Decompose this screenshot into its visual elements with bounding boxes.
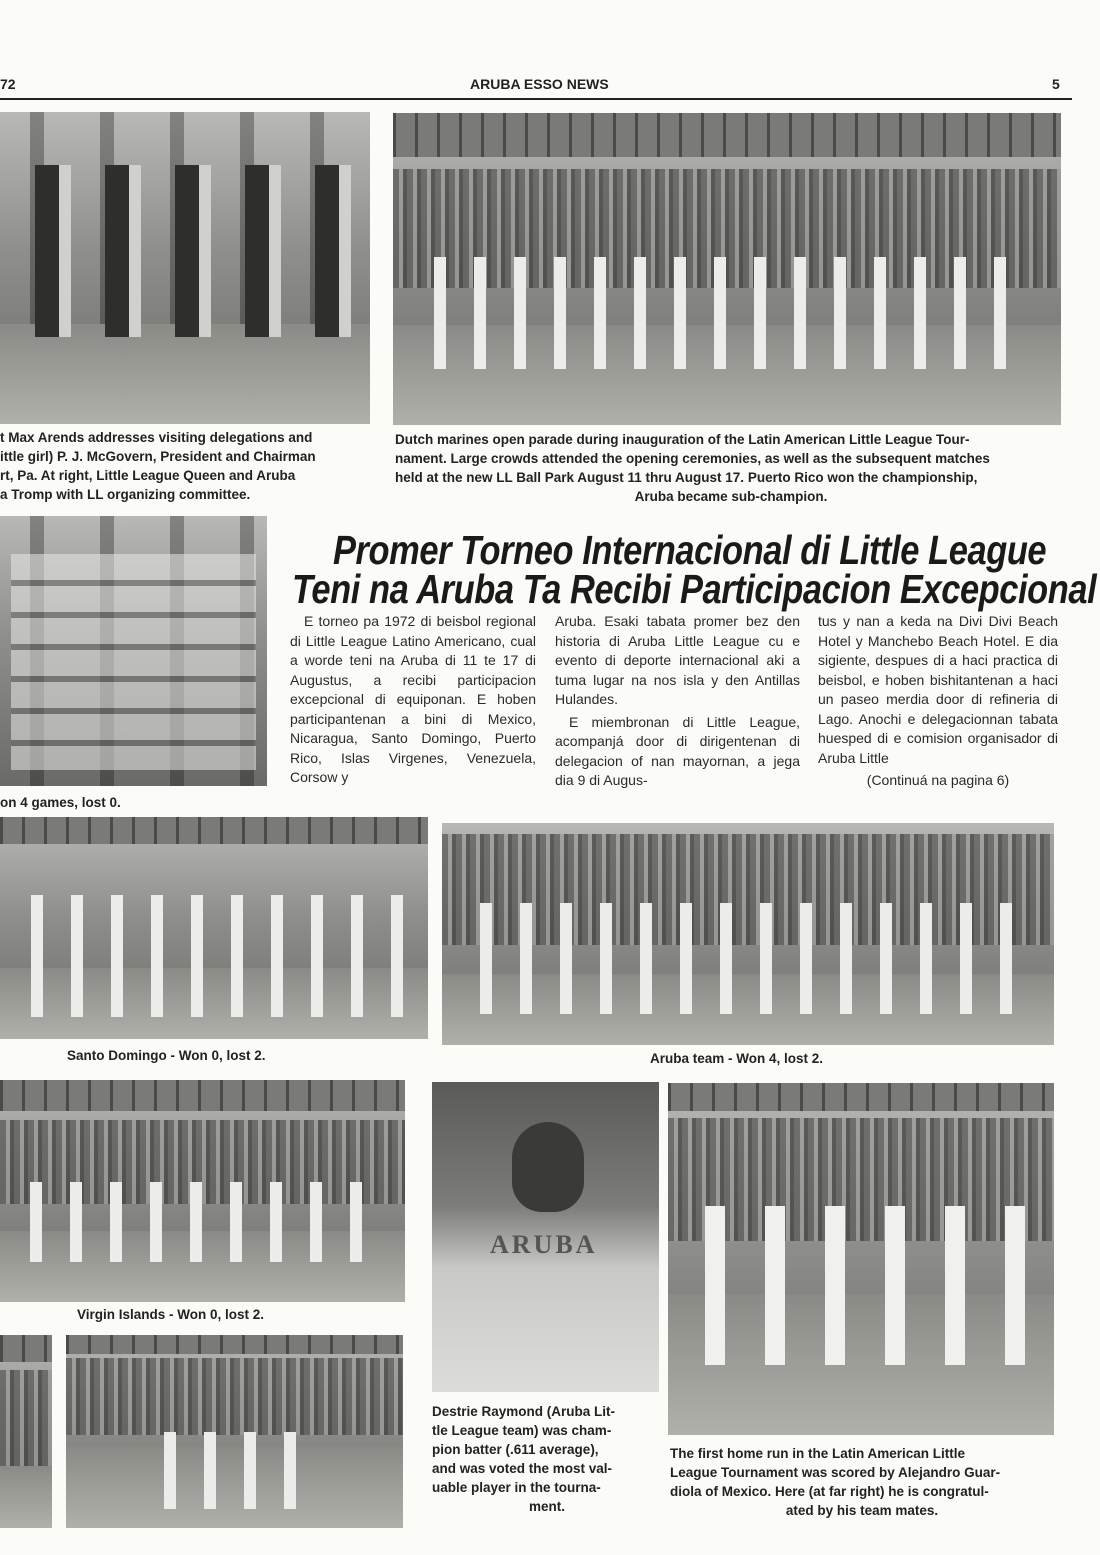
caption-santo-domingo: Santo Domingo - Won 0, lost 2. [67, 1048, 266, 1063]
photo-marines-parade [393, 113, 1061, 425]
caption-virgin-islands: Virgin Islands - Won 0, lost 2. [77, 1307, 265, 1322]
article-title-line1: Promer Torneo Internacional di Little League [333, 527, 1047, 573]
article-column-1: E torneo pa 1972 di beisbol regional di Little League Latino Americano, cual a worde teni na Aruba di 11 te 17 di Augustus, a recibi participacion excepcional di equiponan. E hoben participantenan a bini di Mexico, Nicaragua, Santo Domingo, Puerto Rico, Islas Virgenes, Venezuela, Corsow y [290, 613, 536, 785]
page-number-left: 72 [0, 76, 16, 92]
page-number-right: 5 [1052, 76, 1060, 92]
newspaper-title: ARUBA ESSO NEWS [470, 76, 609, 92]
photo-santo-domingo-team [0, 817, 428, 1039]
header-rule [0, 98, 1072, 100]
photo-aruba-team [442, 823, 1054, 1045]
photo-puerto-rico-team [0, 516, 267, 786]
article-title-line2: Teni na Aruba Ta Recibi Participacion Excepcional [292, 566, 1097, 612]
caption-aruba-team: Aruba team - Won 4, lost 2. [650, 1051, 824, 1066]
photo-slide-at-plate [66, 1335, 403, 1528]
caption-speech: t Max Arends addresses visiting delegations and ittle girl) P. J. McGovern, President and Chairman rt, Pa. At right, Little League Queen and Aruba a Tromp with LL organizing committee. [0, 430, 316, 502]
caption-destrie-raymond: Destrie Raymond (Aruba Lit- tle League team) was cham- pion batter (.611 average), and was voted the most val- uable player in the tourna- ment. [432, 1404, 616, 1514]
jersey-lettering: ARUBA [490, 1230, 598, 1259]
caption-parade: Dutch marines open parade during inauguration of the Latin American Little League Tour- nament. Large crowds attended the opening ceremonies, as well as the subsequent matches held at the new LL Ball Park August 11 thru August 17. Puerto Rico won the championship, Aruba became sub-champion. [395, 432, 990, 504]
continued-note: (Continuá na pagina 6) [866, 772, 1010, 788]
caption-team-record: on 4 games, lost 0. [0, 795, 121, 810]
caption-first-home-run: The first home run in the Latin American Little League Tournament was scored by Alejandro Guar- diola of Mexico. Here (at far right) he is congratul- ated by his team mates. [670, 1446, 1001, 1518]
photo-destrie-raymond [432, 1082, 659, 1392]
photo-first-home-run [668, 1083, 1054, 1435]
photo-stands-small [0, 1335, 52, 1528]
article-column-2: Aruba. Esaki tabata promer bez den historia di Aruba Little League cu e evento di deporte internacional aki a tuma lugar na nos isla y den Antillas Hulandes. E miembronan di Little League, acompanjá door di dirigentenan di delegacion of nan mayornan, a jega dia 9 di Augus- [555, 613, 800, 788]
photo-virgin-islands-team [0, 1080, 405, 1302]
photo-speech-ceremony [0, 112, 370, 424]
article-column-3: tus y nan a keda na Divi Divi Beach Hotel y Manchebo Beach Hotel. E dia sigiente, despues di a haci practica di beisbol, e hoben bishitantenan a haci un paseo merdia door di refineria di Lago. Anochi e delegacionnan tabata huesped di e comision organisador di Aruba Little (Continuá na pagina 6) [818, 612, 1058, 794]
